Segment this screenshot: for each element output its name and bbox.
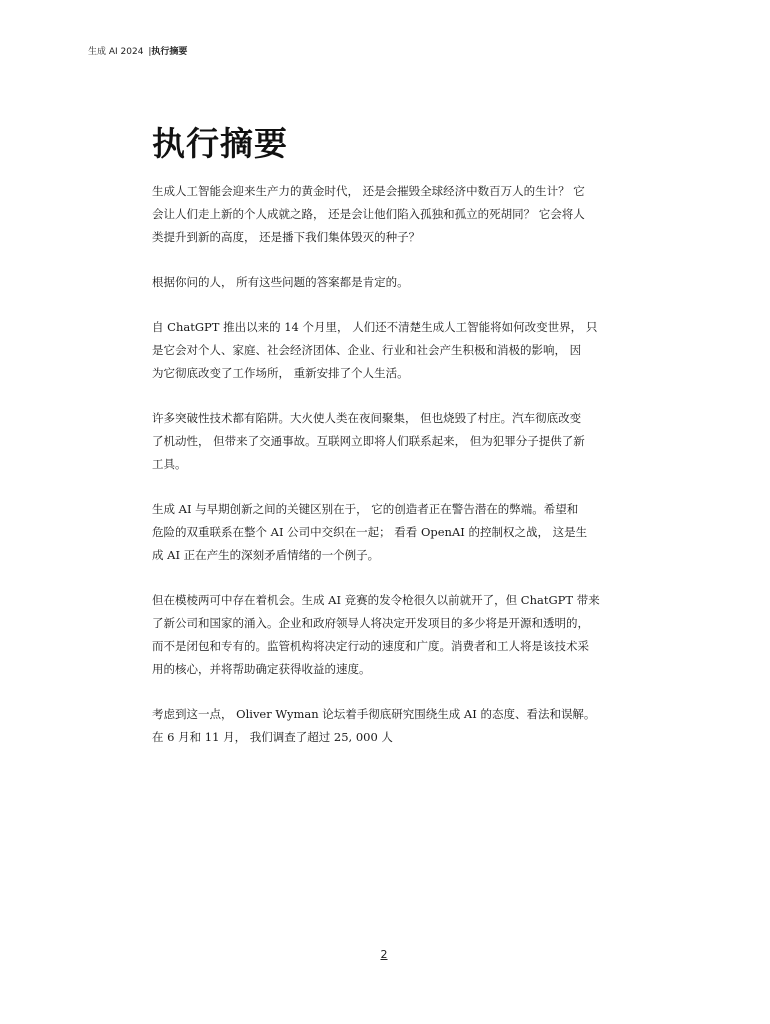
header-separator: | bbox=[148, 47, 152, 57]
paragraph-line: 自 ChatGPT 推出以来的 14 个月里， 人们还不清楚生成人工智能将如何改变世界， 只 bbox=[152, 320, 598, 334]
paragraph-line: 工具。 bbox=[152, 457, 187, 471]
paragraph-line: 但在模棱两可中存在着机会。生成 AI 竞赛的发令枪很久以前就开了，但 ChatGPT 带来 bbox=[152, 593, 600, 607]
paragraph-1 bbox=[152, 180, 618, 249]
paragraph-line: 了机动性， 但带来了交通事故。互联网立即将人们联系起来， 但为犯罪分子提供了新 bbox=[152, 434, 585, 448]
running-header bbox=[88, 44, 187, 57]
paragraph-4 bbox=[152, 407, 618, 476]
paragraph-line: 类提升到新的高度， 还是播下我们集体毁灭的种子？ bbox=[152, 230, 421, 244]
paragraph-7 bbox=[152, 703, 618, 749]
paragraph-line: 会让人们走上新的个人成就之路， 还是会让他们陷入孤独和孤立的死胡同？ 它会将人 bbox=[152, 207, 585, 221]
paragraph-line: 是它会对个人、家庭、社会经济团体、企业、行业和社会产生积极和消极的影响， 因 bbox=[152, 343, 582, 357]
paragraph-line: 生成 AI 与早期创新之间的关键区别在于， 它的创造者正在警告潜在的弊端。希望和 bbox=[152, 502, 579, 516]
paragraph-2 bbox=[152, 271, 618, 294]
header-doc-title: 生成 AI 2024 bbox=[88, 47, 144, 57]
paragraph-line: 成 AI 正在产生的深刻矛盾情绪的一个例子。 bbox=[152, 548, 380, 562]
page-title: 执行摘要 bbox=[152, 124, 288, 163]
paragraph-5 bbox=[152, 498, 618, 567]
paragraph-line: 根据你问的人， 所有这些问题的答案都是肯定的。 bbox=[152, 275, 409, 289]
paragraph-line: 危险的双重联系在整个 AI 公司中交织在一起； 看看 OpenAI 的控制权之战， 这是生 bbox=[152, 525, 588, 539]
body-text bbox=[152, 180, 618, 771]
paragraph-3 bbox=[152, 316, 618, 385]
page-number: 2 bbox=[380, 948, 388, 961]
paragraph-line: 生成人工智能会迎来生产力的黄金时代， 还是会摧毁全球经济中数百万人的生计？ 它 bbox=[152, 184, 585, 198]
paragraph-line: 许多突破性技术都有陷阱。大火使人类在夜间聚集， 但也烧毁了村庄。汽车彻底改变 bbox=[152, 411, 582, 425]
paragraph-line: 了新公司和国家的涌入。企业和政府领导人将决定开发项目的多少将是开源和透明的， bbox=[152, 616, 589, 630]
paragraph-line: 用的核心，并将帮助确定获得收益的速度。 bbox=[152, 662, 371, 676]
paragraph-line: 为它彻底改变了工作场所， 重新安排了个人生活。 bbox=[152, 366, 409, 380]
header-section-title: 执行摘要 bbox=[151, 47, 188, 57]
paragraph-line: 而不是闭包和专有的。监管机构将决定行动的速度和广度。消费者和工人将是该技术采 bbox=[152, 639, 589, 653]
paragraph-line: 考虑到这一点， Oliver Wyman 论坛着手彻底研究围绕生成 AI 的态度、看法和误解。 bbox=[152, 707, 596, 721]
paragraph-line: 在 6 月和 11 月， 我们调查了超过 25, 000 人 bbox=[152, 730, 393, 744]
paragraph-6 bbox=[152, 589, 618, 681]
